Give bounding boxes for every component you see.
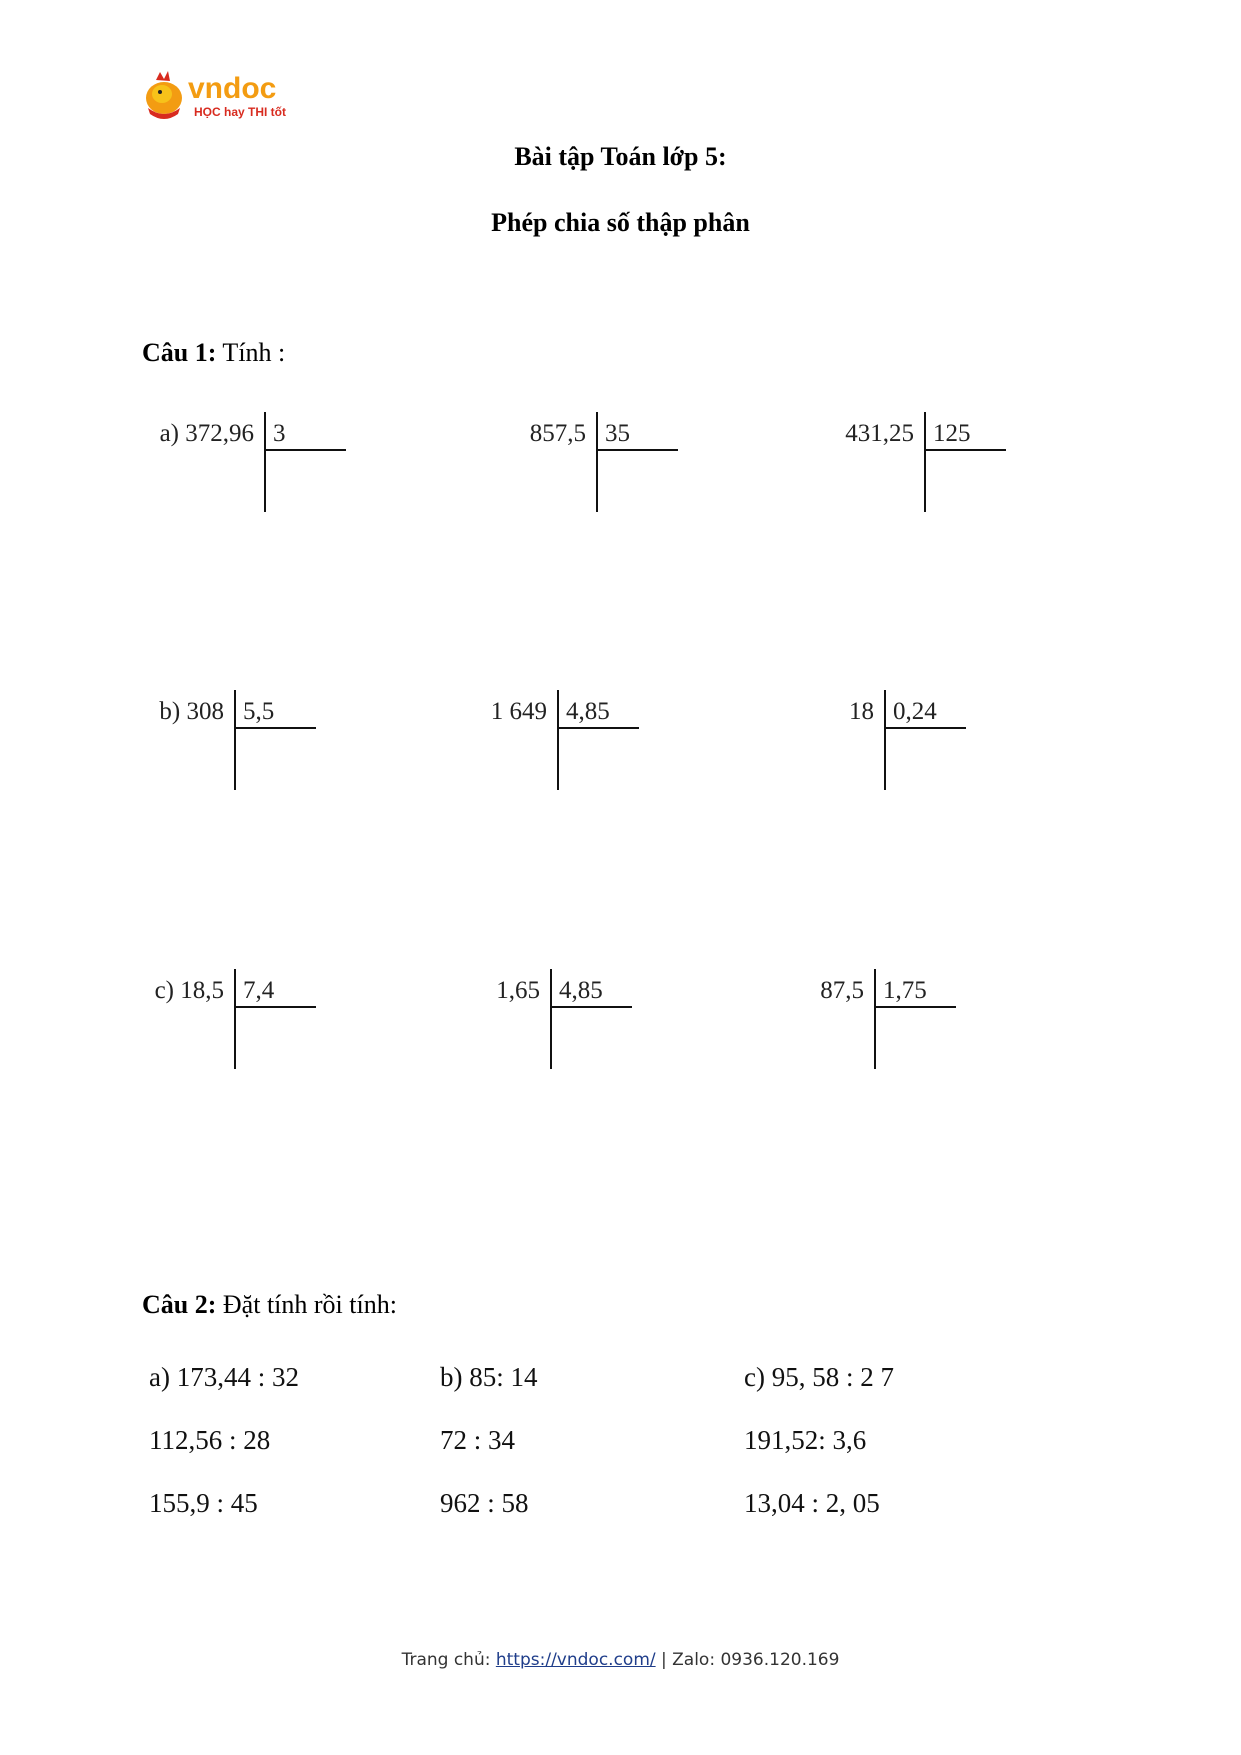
- vndoc-logo: [142, 68, 302, 124]
- logo-tagline-text: HỌC hay THI tốt: [194, 105, 286, 119]
- exercise-item: 155,9 : 45: [149, 1488, 258, 1518]
- dividend: a) 372,96: [159, 420, 254, 447]
- exercise-item: a) 173,44 : 32: [149, 1362, 299, 1392]
- question-1-label: Câu 1:: [142, 338, 217, 367]
- question-1-text: Tính :: [216, 338, 286, 367]
- divisor: 5,5: [243, 698, 275, 725]
- division-bar-horizontal: [264, 449, 346, 451]
- division-bar-vertical: [874, 969, 876, 1069]
- divisor: 3: [273, 420, 286, 447]
- division-bar-horizontal: [234, 727, 316, 729]
- homepage-link[interactable]: https://vndoc.com/: [495, 1650, 656, 1670]
- division-bar-vertical: [234, 690, 236, 790]
- division-bar-vertical: [234, 969, 236, 1069]
- divisor: 35: [605, 420, 630, 447]
- exercise-item: 13,04 : 2, 05: [744, 1488, 880, 1518]
- division-bar-vertical: [557, 690, 559, 790]
- exercise-item: 191,52: 3,6: [744, 1425, 867, 1455]
- division-bar-horizontal: [924, 449, 1006, 451]
- exercise-item: 962 : 58: [440, 1488, 529, 1518]
- division-bar-vertical: [264, 412, 266, 512]
- divisor: 4,85: [559, 977, 603, 1004]
- division-bar-vertical: [924, 412, 926, 512]
- chicken-mascot-icon: [146, 71, 182, 119]
- division-bar-horizontal: [596, 449, 678, 451]
- division-bar-vertical: [596, 412, 598, 512]
- division-bar-horizontal: [884, 727, 966, 729]
- divisor: 1,75: [883, 977, 927, 1004]
- divisor: 7,4: [243, 977, 275, 1004]
- dividend: 1 649: [490, 698, 547, 725]
- dividend: 18: [849, 698, 874, 725]
- logo-brand-text: vndoc: [188, 72, 277, 105]
- division-bar-horizontal: [550, 1006, 632, 1008]
- row-prefix: c): [154, 977, 174, 1004]
- row-prefix: b): [159, 698, 181, 725]
- page-footer: [0, 1650, 1241, 1670]
- dividend: 431,25: [845, 420, 914, 447]
- question-2-heading: [142, 1290, 397, 1320]
- divisor: 4,85: [566, 698, 610, 725]
- exercise-item: 112,56 : 28: [149, 1425, 271, 1455]
- page-title: Bài tập Toán lớp 5:: [514, 142, 727, 171]
- question-1-heading: [142, 338, 285, 368]
- footer-contact: | Zalo: 0936.120.169: [655, 1650, 840, 1670]
- exercise-item: b) 85: 14: [440, 1362, 538, 1392]
- division-bar-horizontal: [234, 1006, 316, 1008]
- dividend: 87,5: [820, 977, 864, 1004]
- question-2-text: Đặt tính rồi tính:: [216, 1290, 397, 1319]
- divisor: 0,24: [893, 698, 937, 725]
- question-2-label: Câu 2:: [142, 1290, 217, 1319]
- dividend: b) 308: [159, 698, 224, 725]
- division-bar-horizontal: [557, 727, 639, 729]
- dividend: 857,5: [529, 420, 586, 447]
- divisor: 125: [933, 420, 971, 447]
- division-bar-horizontal: [874, 1006, 956, 1008]
- division-bar-vertical: [884, 690, 886, 790]
- page-subtitle: Phép chia số thập phân: [491, 208, 750, 237]
- exercise-item: 72 : 34: [440, 1425, 516, 1455]
- division-bar-vertical: [550, 969, 552, 1069]
- exercise-item: c) 95, 58 : 2 7: [744, 1362, 894, 1392]
- row-prefix: a): [159, 420, 179, 447]
- footer-prefix: Trang chủ:: [401, 1650, 496, 1670]
- dividend: 1,65: [496, 977, 540, 1004]
- dividend: c) 18,5: [154, 977, 224, 1004]
